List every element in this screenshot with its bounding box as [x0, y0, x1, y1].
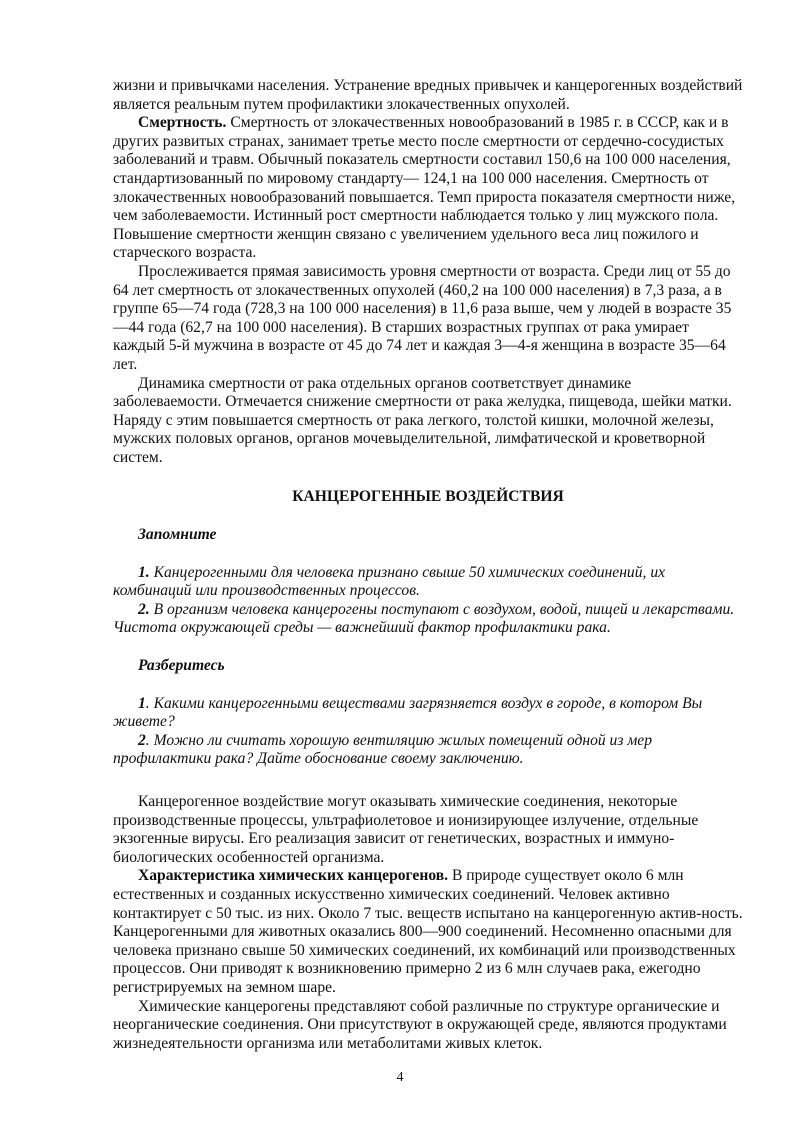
page-body	[113, 77, 743, 1053]
paragraph-chemical-carcinogens	[113, 867, 743, 997]
page-number: 4	[396, 1070, 404, 1085]
paragraph-lead-mortality: Смертность.	[138, 114, 227, 132]
remember-item-1	[113, 564, 743, 601]
paragraph-text: Прослеживается прямая зависимость уровня смертности от возраста. Среди лиц от 55 до 64 лет смертность от злокачественных опухолей (460,2 на 100 000 населения) в 7,3 раза, а в группе 65—74 года (728,3 на 100 000 населения) в 11,6 раза выше, чем у людей в возрасте 35—44 года (62,7 на 100 000 населения). В старших возрастных группах от рака умирает каждый 5-й мужчина в возрасте от 45 до 74 лет и каждая 3—4-я женщина в возрасте 35—64 лет.	[113, 262, 732, 373]
paragraph-text: Смертность от злокачественных новообразований в 1985 г. в СССР, как и в других развитых странах, занимает третье место после смертности от сердечно-сосудистых заболеваний и травм. Обычный показатель смертности составил 150,6 на 100 000 населения, стандартизованный по мировому стандарту— 124,1 на 100 000 населения. Смертность от злокачественных новообразований повышается. Темп прироста показателя смертности ниже, чем заболеваемости. Истинный рост смертности наблюдается только у лиц мужского пола. Повышение смертности женщин связано с увеличением удельного веса лиц пожилого и старческого возраста.	[113, 114, 736, 262]
remember-list	[113, 564, 743, 638]
remember-heading: Запомните	[138, 526, 217, 544]
list-number: 1.	[138, 563, 150, 581]
list-item-text: . Какими канцерогенными веществами загрязняется воздух в городе, в котором Вы живете?	[113, 694, 703, 731]
list-item-text: В организм человека канцерогены поступают с воздухом, водой, пищей и лекарствами. Чистота окружающей среды — важнейший фактор профилактики рака.	[113, 600, 735, 637]
list-number: 2.	[138, 600, 150, 618]
figure-out-item-2	[113, 732, 743, 769]
list-item-text: Канцерогенными для человека признано свыше 50 химических соединений, их комбинаций или производственных процессов.	[113, 563, 666, 600]
paragraph-age-dependency	[113, 263, 743, 375]
figure-out-heading: Разберитесь	[138, 657, 225, 675]
paragraph-carcinogenic-effect	[113, 793, 743, 867]
figure-out-list	[113, 695, 743, 769]
list-number: 2	[138, 731, 146, 749]
figure-out-item-1	[113, 695, 743, 732]
paragraph-mortality	[113, 114, 743, 263]
remember-item-2	[113, 601, 743, 638]
paragraph-text: Динамика смертности от рака отдельных органов соответствует динамике заболеваемости. Отмечается снижение смертности от рака желудка, пищевода, шейки матки. Наряду с этим повышается смертность от рака легкого, толстой кишки, молочной железы, мужских половых органов, органов мочевыделительной, лимфатической и кроветворной систем.	[113, 374, 732, 466]
list-item-text: . Можно ли считать хорошую вентиляцию жилых помещений одной из мер профилактики рака? Дайте обоснование своему заключению.	[113, 731, 653, 768]
paragraph-text: В природе существует около 6 млн естественных и созданных искусственно химических соединений. Человек активно контактирует с 50 тыс. из них. Около 7 тыс. веществ испытано на канцерогенную актив-ность. Канцерогенными для животных оказались 800—900 соединений. Несомненно опасными для человека признано свыше 50 химических соединений, их комбинаций или производственных процессов. Они приводят к возникновению примерно 2 из 6 млн случаев рака, ежегодно регистрируемых на земном шаре.	[113, 867, 743, 996]
paragraph-chemical-structure	[113, 998, 743, 1054]
paragraph-intro-end	[113, 77, 743, 114]
list-number: 1	[138, 694, 146, 712]
paragraph-lead-chemical: Характеристика химических канцерогенов.	[138, 867, 449, 885]
paragraph-organ-dynamics	[113, 375, 743, 468]
paragraph-text: жизни и привычками населения. Устранение вредных привычек и канцерогенных воздействий является реальным путем профилактики злокачественных опухолей.	[113, 77, 743, 113]
paragraph-text: Канцерогенное воздействие могут оказывать химические соединения, некоторые производственные процессы, ультрафиолетовое и ионизирующее излучение, отдельные экзогенные вирусы. Его реализация зависит от генетических, возрастных и иммуно-биологических особенностей организма.	[113, 793, 699, 866]
section-title: КАНЦЕРОГЕННЫЕ ВОЗДЕЙСТВИЯ	[292, 488, 564, 506]
paragraph-text: Химические канцерогены представляют собой различные по структуре органические и неорганические соединения. Они присутствуют в окружающей среде, являются продуктами жизнедеятельности организма или метаболитами живых клеток.	[113, 997, 727, 1052]
